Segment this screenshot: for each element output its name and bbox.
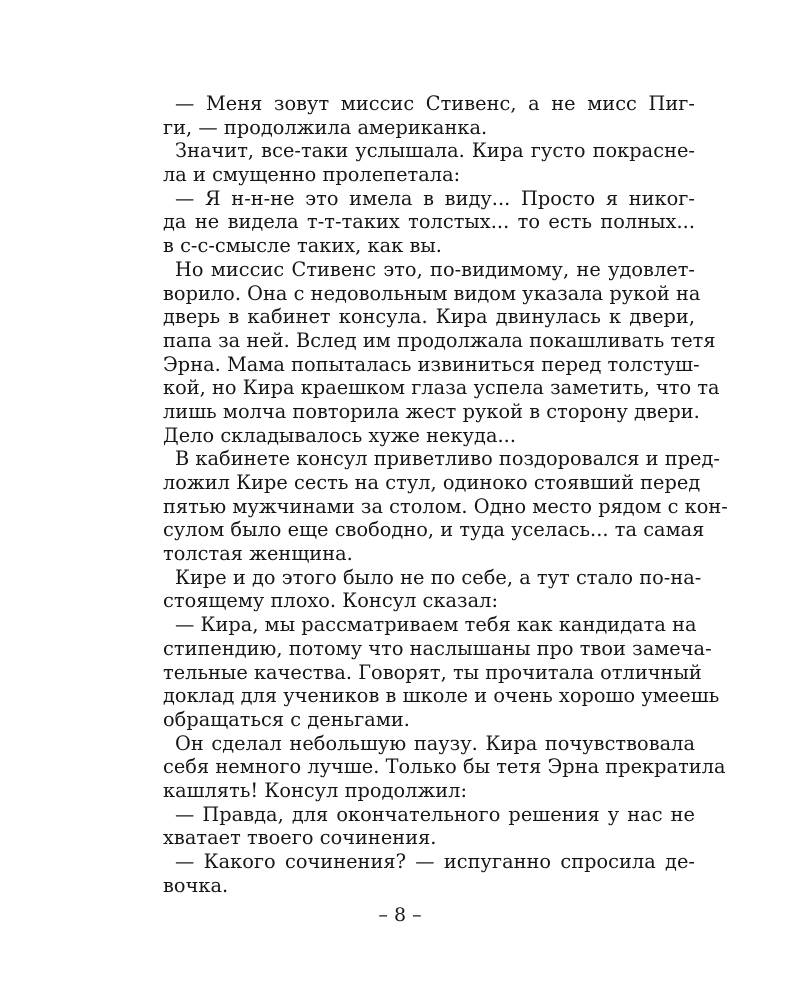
text-line: стоящему плохо. Консул сказал: (163, 589, 498, 613)
text-line: Но миссис Стивенс это, по-видимому, не удовлет- (175, 257, 695, 281)
text-line: ворило. Она с недовольным видом указала рукой на (163, 281, 701, 305)
text-line: кой, но Кира краешком глаза успела заметить, что та (163, 376, 720, 400)
text-line: лишь молча повторила жест рукой в сторону двери. (163, 399, 700, 423)
text-line: папа за ней. Вслед им продолжала покашливать тетя (163, 328, 716, 352)
text-line: себя немного лучше. Только бы тетя Эрна прекратила (163, 755, 726, 779)
text-line: стипендию, потому что наслышаны про твои замеча- (163, 636, 712, 660)
text-line: — Правда, для окончательного решения у нас не (175, 802, 695, 826)
page-number: – 8 – (378, 904, 422, 926)
text-line: доклад для учеников в школе и очень хорошо умеешь (163, 684, 720, 708)
text-line: — Какого сочинения? — испуганно спросила де- (175, 850, 695, 873)
text-line: Значит, все-таки услышала. Кира густо покрасне- (175, 139, 695, 163)
text-line: Дело складывалось хуже некуда... (163, 423, 517, 447)
text-line: да не видела т-т-таких толстых... то есть полных... (163, 210, 695, 234)
body-text (163, 92, 728, 897)
text-line: пятью мужчинами за столом. Одно место рядом с кон- (163, 494, 728, 518)
text-line: ла и смущенно пролепетала: (163, 163, 461, 187)
text-line: в с-с-смысле таких, как вы. (163, 234, 442, 258)
text-line: Кире и до этого было не по себе, а тут стало по-на- (175, 565, 702, 589)
text-line: кашлять! Консул продолжил: (163, 778, 467, 802)
text-line: — Кира, мы рассматриваем тебя как кандидата на (175, 613, 697, 637)
text-line: дверь в кабинет консула. Кира двинулась к двери, (163, 305, 695, 329)
text-line: обращаться с деньгами. (163, 707, 410, 731)
text-line: толстая женщина. (163, 542, 353, 566)
text-line: — Я н-н-не это имела в виду... Просто я никог- (175, 186, 695, 210)
text-line: ги, — продолжила американка. (163, 115, 488, 139)
text-line: хватает твоего сочинения. (163, 826, 437, 850)
text-line: В кабинете консул приветливо поздоровался и пред- (175, 447, 720, 471)
text-line: вочка. (163, 873, 229, 897)
text-line: сулом было еще свободно, и туда уселась... та самая (163, 518, 705, 542)
text-line: Эрна. Мама попыталась извиниться перед толстуш- (163, 352, 700, 376)
text-line: Он сделал небольшую паузу. Кира почувствовала (175, 731, 695, 755)
text-line: тельные качества. Говорят, ты прочитала отличный (163, 660, 702, 684)
text-line: — Меня зовут миссис Стивенс, а не мисс Пиг- (175, 92, 695, 115)
text-line: ложил Кире сесть на стул, одиноко стоявший перед (163, 471, 701, 494)
